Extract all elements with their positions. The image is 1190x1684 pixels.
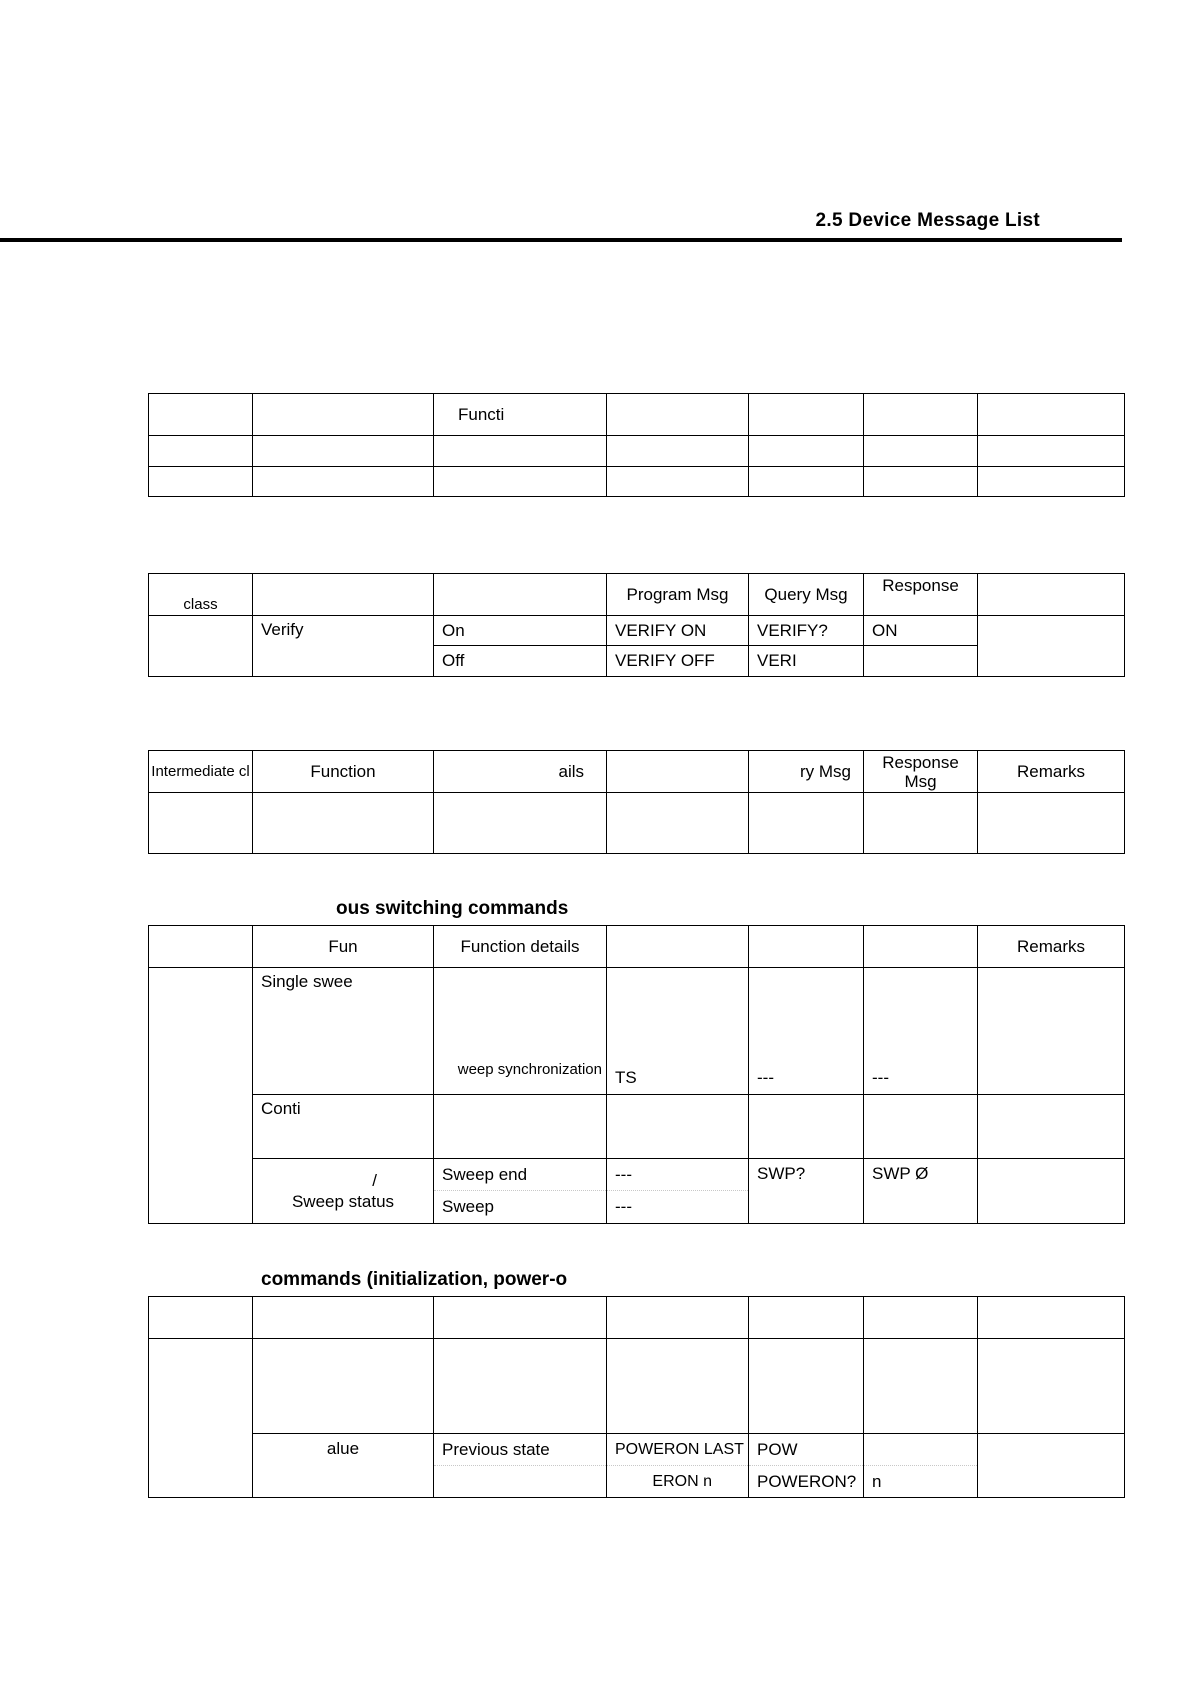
table-cell <box>607 1297 749 1339</box>
table-cell <box>978 616 1125 677</box>
response-n-text: n <box>872 1472 882 1491</box>
table-cell <box>749 793 864 854</box>
table-cell <box>978 436 1125 467</box>
table-cell <box>149 467 253 497</box>
poweron-last-text: POWERON LAST <box>607 1434 748 1466</box>
table-3 <box>148 750 1125 854</box>
table-cell <box>253 436 434 467</box>
page-header-title: 2.5 Device Message List <box>815 210 1040 231</box>
table-cell: Program Msg <box>607 574 749 616</box>
table-cell <box>864 1297 978 1339</box>
table-cell <box>978 1095 1125 1159</box>
table-row <box>149 1297 1125 1339</box>
table-cell <box>253 1159 434 1224</box>
table-2 <box>148 573 1125 677</box>
table-cell: Remarks <box>978 751 1125 793</box>
table-cell <box>607 394 749 436</box>
table-cell <box>749 1297 864 1339</box>
table-cell <box>607 926 749 968</box>
table-cell: Remarks <box>978 926 1125 968</box>
table-cell <box>434 1095 607 1159</box>
table-cell <box>978 1297 1125 1339</box>
table-cell: VERIFY OFF <box>607 646 749 677</box>
table-cell <box>149 436 253 467</box>
section-title-initialization: commands (initialization, power-o <box>261 1269 568 1290</box>
table-cell: Fun <box>253 926 434 968</box>
table-cell <box>864 467 978 497</box>
table-row <box>149 1159 1125 1224</box>
table-cell: ails <box>434 751 607 793</box>
table-cell <box>253 793 434 854</box>
table-row <box>149 926 1125 968</box>
table-cell <box>434 574 607 616</box>
table-cell <box>253 394 434 436</box>
table-cell <box>864 1339 978 1434</box>
table-row <box>149 1434 1125 1498</box>
table-cell <box>607 467 749 497</box>
table-cell <box>607 436 749 467</box>
table-cell: alue <box>253 1434 434 1498</box>
program-msg-2: --- <box>615 1197 632 1216</box>
table-cell <box>253 1297 434 1339</box>
table-cell <box>253 1339 434 1434</box>
table-row <box>149 751 1125 793</box>
table-cell <box>749 1095 864 1159</box>
table-cell: Conti <box>253 1095 434 1159</box>
table-cell <box>864 436 978 467</box>
table-cell <box>149 1339 253 1498</box>
table-cell <box>978 1159 1125 1224</box>
table-cell: --- <box>749 968 864 1095</box>
table-5 <box>148 1296 1125 1498</box>
table-cell <box>749 467 864 497</box>
table-cell: Verify <box>253 616 434 677</box>
table-cell: --- <box>864 968 978 1095</box>
table-cell: ry Msg <box>749 751 864 793</box>
table-cell: On <box>434 616 607 646</box>
table-cell: TS <box>607 968 749 1095</box>
sweep-status-label: Sweep status <box>291 1192 395 1211</box>
table-cell <box>749 436 864 467</box>
table-cell <box>978 394 1125 436</box>
table-row <box>149 793 1125 854</box>
table-cell: Function <box>253 751 434 793</box>
table-cell <box>978 793 1125 854</box>
table-cell: VERIFY? <box>749 616 864 646</box>
table-cell <box>749 394 864 436</box>
slash-text: / <box>372 1171 377 1190</box>
table-row <box>149 394 1125 436</box>
previous-state-text: Previous state <box>434 1434 606 1466</box>
table-cell: Query Msg <box>749 574 864 616</box>
table-row <box>149 968 1125 1095</box>
table-cell <box>607 1159 749 1224</box>
table-cell: ON <box>864 616 978 646</box>
table-cell: Functi <box>434 394 607 436</box>
sweep-text: Sweep <box>442 1197 494 1216</box>
sweep-end-text: Sweep end <box>434 1159 606 1191</box>
table-cell <box>149 926 253 968</box>
table-cell <box>864 394 978 436</box>
table-cell <box>607 1434 749 1498</box>
table-cell <box>864 1095 978 1159</box>
table-cell <box>978 968 1125 1095</box>
table-cell <box>864 1434 978 1498</box>
table-cell <box>149 394 253 436</box>
table-cell <box>978 1339 1125 1434</box>
table-cell <box>253 574 434 616</box>
table-cell: Intermediate cl <box>149 751 253 793</box>
table-4 <box>148 925 1125 1224</box>
table-row <box>149 436 1125 467</box>
table-cell <box>749 1434 864 1498</box>
table-cell <box>607 793 749 854</box>
table-cell <box>864 646 978 677</box>
table-cell <box>434 1159 607 1224</box>
table-cell <box>434 1434 607 1498</box>
table-row <box>149 467 1125 497</box>
table-cell: VERIFY ON <box>607 616 749 646</box>
program-msg-1: --- <box>607 1159 748 1191</box>
table-cell <box>149 968 253 1224</box>
table-cell <box>749 926 864 968</box>
table-cell <box>607 1095 749 1159</box>
table-cell: SWP Ø <box>864 1159 978 1224</box>
table-cell <box>864 793 978 854</box>
table-cell: SWP? <box>749 1159 864 1224</box>
table-cell <box>607 751 749 793</box>
query-pow-text: POW <box>749 1434 863 1466</box>
table-cell: Function details <box>434 926 607 968</box>
table-row <box>149 1095 1125 1159</box>
poweron-n-text: ERON n <box>652 1473 712 1490</box>
table-cell: Response Msg <box>864 751 978 793</box>
table-cell <box>864 926 978 968</box>
section-title-switching: ous switching commands <box>336 898 569 919</box>
table-cell <box>607 1339 749 1434</box>
table-cell: weep synchronization <box>434 968 607 1095</box>
query-poweron-text: POWERON? <box>757 1472 857 1491</box>
table-cell: VERI <box>749 646 864 677</box>
table-cell: class <box>149 574 253 616</box>
table-cell: Response <box>864 574 978 616</box>
table-cell <box>253 467 434 497</box>
table-cell <box>978 574 1125 616</box>
table-cell <box>749 1339 864 1434</box>
table-cell <box>434 1339 607 1434</box>
table-cell <box>434 793 607 854</box>
table-cell <box>978 1434 1125 1498</box>
table-cell <box>149 616 253 677</box>
table-cell <box>149 793 253 854</box>
table-cell <box>434 436 607 467</box>
table-cell <box>149 1297 253 1339</box>
table-cell <box>978 467 1125 497</box>
table-row <box>149 574 1125 616</box>
table-cell <box>434 1297 607 1339</box>
table-cell: Off <box>434 646 607 677</box>
table-1 <box>148 393 1125 497</box>
header-rule <box>0 238 1122 242</box>
table-cell: Single swee <box>253 968 434 1095</box>
table-row <box>149 616 1125 646</box>
table-cell <box>434 467 607 497</box>
table-row <box>149 1339 1125 1434</box>
